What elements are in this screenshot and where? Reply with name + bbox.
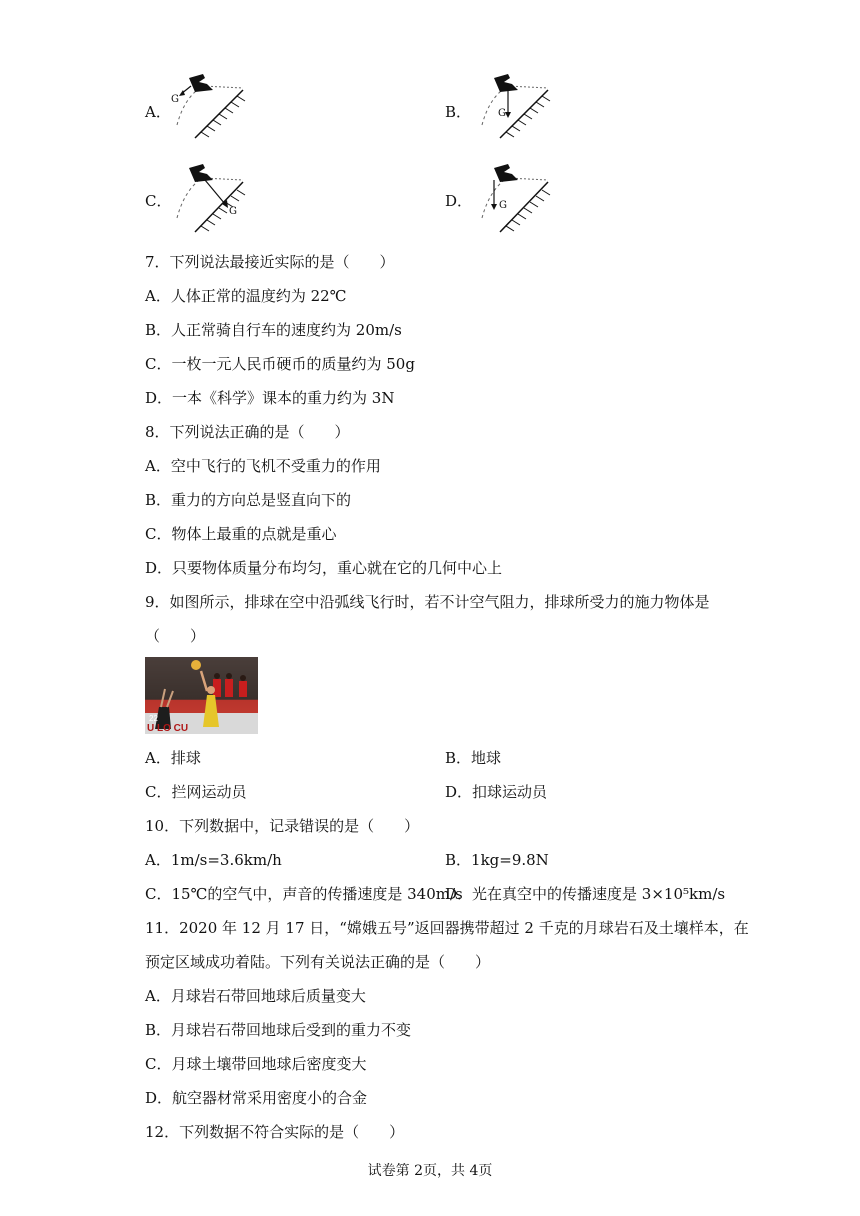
q6-option-c-label: C．	[145, 192, 172, 210]
q10-stem: 10．下列数据中，记录错误的是（ ）	[145, 817, 420, 835]
q8-option-a: A．空中飞行的飞机不受重力的作用	[145, 457, 381, 475]
q9-stem-line1: 9．如图所示，排球在空中沿弧线飞行时，若不计空气阻力，排球所受力的施力物体是	[145, 593, 710, 611]
q9-option-d: D．扣球运动员	[445, 783, 548, 801]
q6-d-g-label: G	[499, 200, 507, 211]
q6-option-d-figure	[470, 160, 560, 238]
q7-option-c: C．一枚一元人民币硬币的质量约为 50g	[145, 355, 415, 373]
q9-stem-line2: （ ）	[145, 627, 206, 645]
volleyball-scene	[145, 657, 258, 734]
photo-banner-text: U LO CU	[147, 723, 189, 734]
q6-a-g-label: G	[171, 94, 179, 105]
q12-stem: 12．下列数据不符合实际的是（ ）	[145, 1123, 405, 1141]
q7-stem: 7．下列说法最接近实际的是（ ）	[145, 253, 395, 271]
q8-option-b: B．重力的方向总是竖直向下的	[145, 491, 352, 509]
volleyball-photo	[145, 657, 258, 734]
q10-option-a: A．1m/s=3.6km/h	[145, 851, 282, 869]
q7-option-d: D．一本《科学》课本的重力约为 3N	[145, 389, 395, 407]
q6-option-b-figure	[470, 70, 560, 145]
q6-option-a-label: A．	[145, 103, 171, 121]
q6-option-b-label: B．	[445, 103, 472, 121]
q7-option-a: A．人体正常的温度约为 22℃	[145, 287, 347, 305]
q6-b-g-label: G	[498, 108, 506, 119]
volleyball-ball	[191, 660, 201, 670]
q8-option-d: D．只要物体质量分布均匀，重心就在它的几何中心上	[145, 559, 503, 577]
q11-option-c: C．月球土壤带回地球后密度变大	[145, 1055, 367, 1073]
q11-stem-line1: 11．2020 年 12 月 17 日，“嫦娥五号”返回器携带超过 2 千克的月球岩石及土壤样本，在	[145, 919, 749, 937]
q8-option-c: C．物体上最重的点就是重心	[145, 525, 337, 543]
q10-option-c: C．15℃的空气中，声音的传播速度是 340m/s	[145, 885, 463, 903]
q11-option-a: A．月球岩石带回地球后质量变大	[145, 987, 366, 1005]
q11-stem-line2: 预定区域成功着陆。下列有关说法正确的是（ ）	[145, 953, 491, 971]
photo-jersey-number: 22	[149, 714, 158, 723]
q11-option-b: B．月球岩石带回地球后受到的重力不变	[145, 1021, 412, 1039]
page-footer: 试卷第 2页，共 4页	[367, 1163, 493, 1179]
q9-option-a: A．排球	[145, 749, 201, 767]
q6-c-g-label: G	[229, 206, 237, 217]
q6-option-d-label: D．	[445, 192, 473, 210]
q9-option-c: C．拦网运动员	[145, 783, 247, 801]
q11-option-d: D．航空器材常采用密度小的合金	[145, 1089, 368, 1107]
q6-option-a-figure	[165, 70, 255, 145]
q10-option-b: B．1kg=9.8N	[445, 851, 549, 869]
q9-option-b: B．地球	[445, 749, 502, 767]
q7-option-b: B．人正常骑自行车的速度约为 20m/s	[145, 321, 402, 339]
q8-stem: 8．下列说法正确的是（ ）	[145, 423, 350, 441]
q6-option-c-figure	[165, 160, 255, 238]
q10-option-d: D．光在真空中的传播速度是 3×10⁵km/s	[445, 885, 726, 903]
